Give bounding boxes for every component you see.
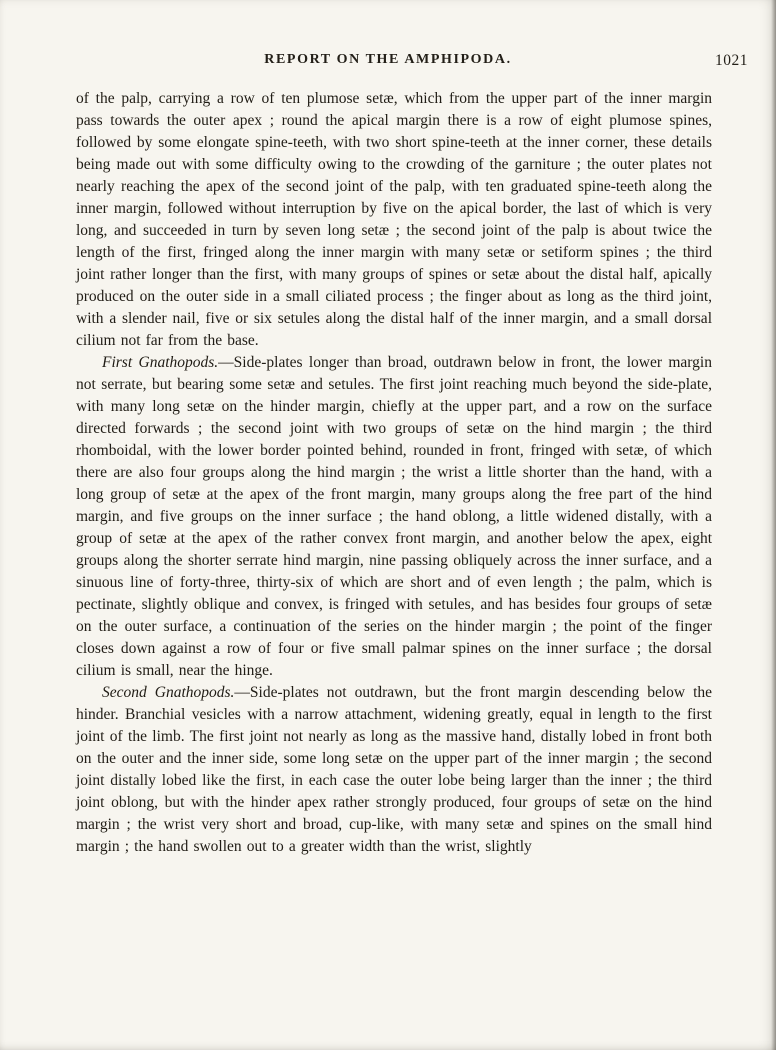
page-header <box>0 52 776 74</box>
paragraph-text: —Side-plates longer than broad, outdrawn below in front, the lower margin not serrate, but bearing some setæ and setules. The first joint reaching much beyond the side-plate, with many long setæ on the hinder margin, chiefly at the upper part, and a row on the surface directed forwards ; the second joint with two groups of setæ on the hind margin ; the third rhomboidal, with the lower border pointed behind, rounded in front, fringed with setæ, of which there are also four groups along the hind margin ; the wrist a little shorter than the hand, with a long group of setæ at the apex of the front margin, many groups along the free part of the hind margin, and five groups on the inner surface ; the hand oblong, a little widened distally, with a group of setæ at the apex of the rather convex front margin, and another below the apex, eight groups along the shorter serrate hind margin, nine passing obliquely across the inner surface, and a sinuous line of forty-three, thirty-six of which are short and of even length ; the palm, which is pectinate, slightly oblique and convex, is fringed with setules, and has besides four groups of setæ on the outer surface, a continuation of the series on the hinder margin ; the point of the finger closes down against a row of four or five small palmar spines on the inner surface ; the dorsal cilium is small, near the hinge. <box>76 354 712 679</box>
paragraph-lead-italic: First Gnathopods. <box>102 354 219 371</box>
paragraph-text: —Side-plates not outdrawn, but the front margin descending below the hinder. Branchial vesicles with a narrow attachment, widening greatly, equal in length to the first joint of the limb. The first joint not nearly as long as the massive hand, distally lobed in front both on the outer and the inner side, some long setæ on the upper part of the inner margin ; the second joint distally lobed like the first, in each case the outer lobe being larger than the inner ; the third joint oblong, but with the hinder apex rather strongly produced, four groups of setæ on the hind margin ; the wrist very short and broad, cup-like, with many setæ and spines on the small hind margin ; the hand swollen out to a greater width than the wrist, slightly <box>76 684 713 855</box>
paragraph-first-gnathopods <box>76 352 712 682</box>
paragraph-second-gnathopods <box>76 682 712 858</box>
page-number: 1021 <box>715 52 748 69</box>
scan-edge-shadow <box>771 0 776 1050</box>
paragraph-palp-continuation <box>76 88 712 352</box>
body-text <box>76 88 712 858</box>
paragraph-text: of the palp, carrying a row of ten plumose setæ, which from the upper part of the inner margin pass towards the outer apex ; round the apical margin there is a row of eight plumose spines, followed by some elongate spine-teeth, with two short spine-teeth at the inner corner, these details being made out with some difficulty owing to the crowding of the garniture ; the outer plates not nearly reaching the apex of the second joint of the palp, with ten graduated spine-teeth along the inner margin, followed without interruption by five on the apical border, the last of which is very long, and succeeded in turn by seven long setæ ; the second joint of the palp is about twice the length of the first, fringed along the inner margin with many setæ or setiform spines ; the third joint rather longer than the first, with many groups of spines or setæ about the distal half, apically produced on the outer side in a small ciliated process ; the finger about as long as the third joint, with a slender nail, five or six setules along the distal half of the inner margin, and a small dorsal cilium not far from the base. <box>76 90 712 349</box>
paragraph-lead-italic: Second Gnathopods. <box>102 684 235 701</box>
running-title: REPORT ON THE AMPHIPODA. <box>264 52 512 67</box>
